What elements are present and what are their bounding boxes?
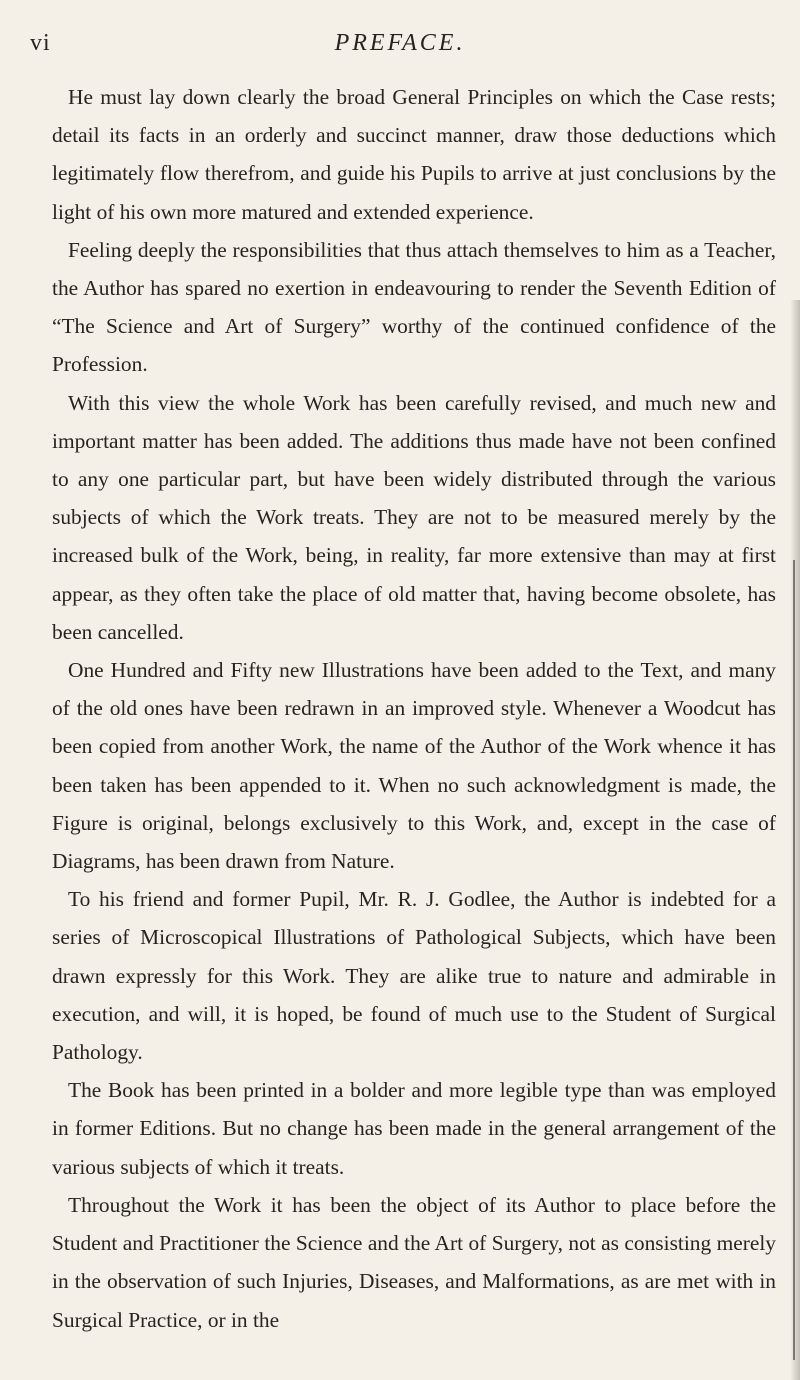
page-header [30, 30, 770, 66]
paragraph-acknowledgment: To his friend and former Pupil, Mr. R. J. Godlee, the Author is indebted for a series of Microscopical Illustrations of Pathological Subjects, which have been drawn expressly for this Work. They are alike true to nature and admirable in execution, and will, it is hoped, be found of much use to the Student of Surgical Pathology. [52, 887, 776, 1065]
page-number: vi [30, 30, 51, 56]
paragraph-typography: The Book has been printed in a bolder and more legible type than was employed in former Editions. But no change has been made in the general arrangement of the various subjects of which it treats. [52, 1078, 776, 1179]
paragraph-illustrations: One Hundred and Fifty new Illustrations have been added to the Text, and many of the old ones have been redrawn in an improved style. Whenever a Woodcut has been copied from another Work, the name of the Author of the Work whence it has been taken has been appended to it. When no such acknowledgment is made, the Figure is original, belongs exclusively to this Work, and, except in the case of Diagrams, has been drawn from Nature. [52, 658, 776, 874]
paragraph-responsibilities: Feeling deeply the responsibilities that thus attach themselves to him as a Teacher, the Author has spared no exertion in endeavouring to render the Seventh Edition of “The Science and Art of Surgery” worthy of the continued confidence of the Profession. [52, 237, 776, 377]
paragraph-revision: With this view the whole Work has been carefully revised, and much new and important matter has been added. The additions thus made have not been confined to any one particular part, but have been widely distributed through the various subjects of which the Work treats. They are not to be measured merely by the increased bulk of the Work, being, in reality, far more extensive than may at first appear, as they often take the place of old matter that, having become obsolete, has been cancelled. [52, 390, 776, 644]
preface-body [52, 78, 776, 1339]
paragraph-object: Throughout the Work it has been the object of its Author to place before the Student and Practitioner the Science and the Art of Surgery, not as consisting merely in the observation of such Injuries, Diseases, and Malformations, as are met with in Surgical Practice, or in the [52, 1192, 776, 1332]
paragraph-principles: He must lay down clearly the broad General Principles on which the Case rests; detail its facts in an orderly and succinct manner, draw those deductions which legitimately flow therefrom, and guide his Pupils to arrive at just conclusions by the light of his own more matured and extended experience. [52, 85, 776, 224]
running-title: PREFACE. [334, 30, 466, 56]
page-edge-line [793, 560, 795, 1360]
page-edge-shadow [790, 300, 800, 1380]
